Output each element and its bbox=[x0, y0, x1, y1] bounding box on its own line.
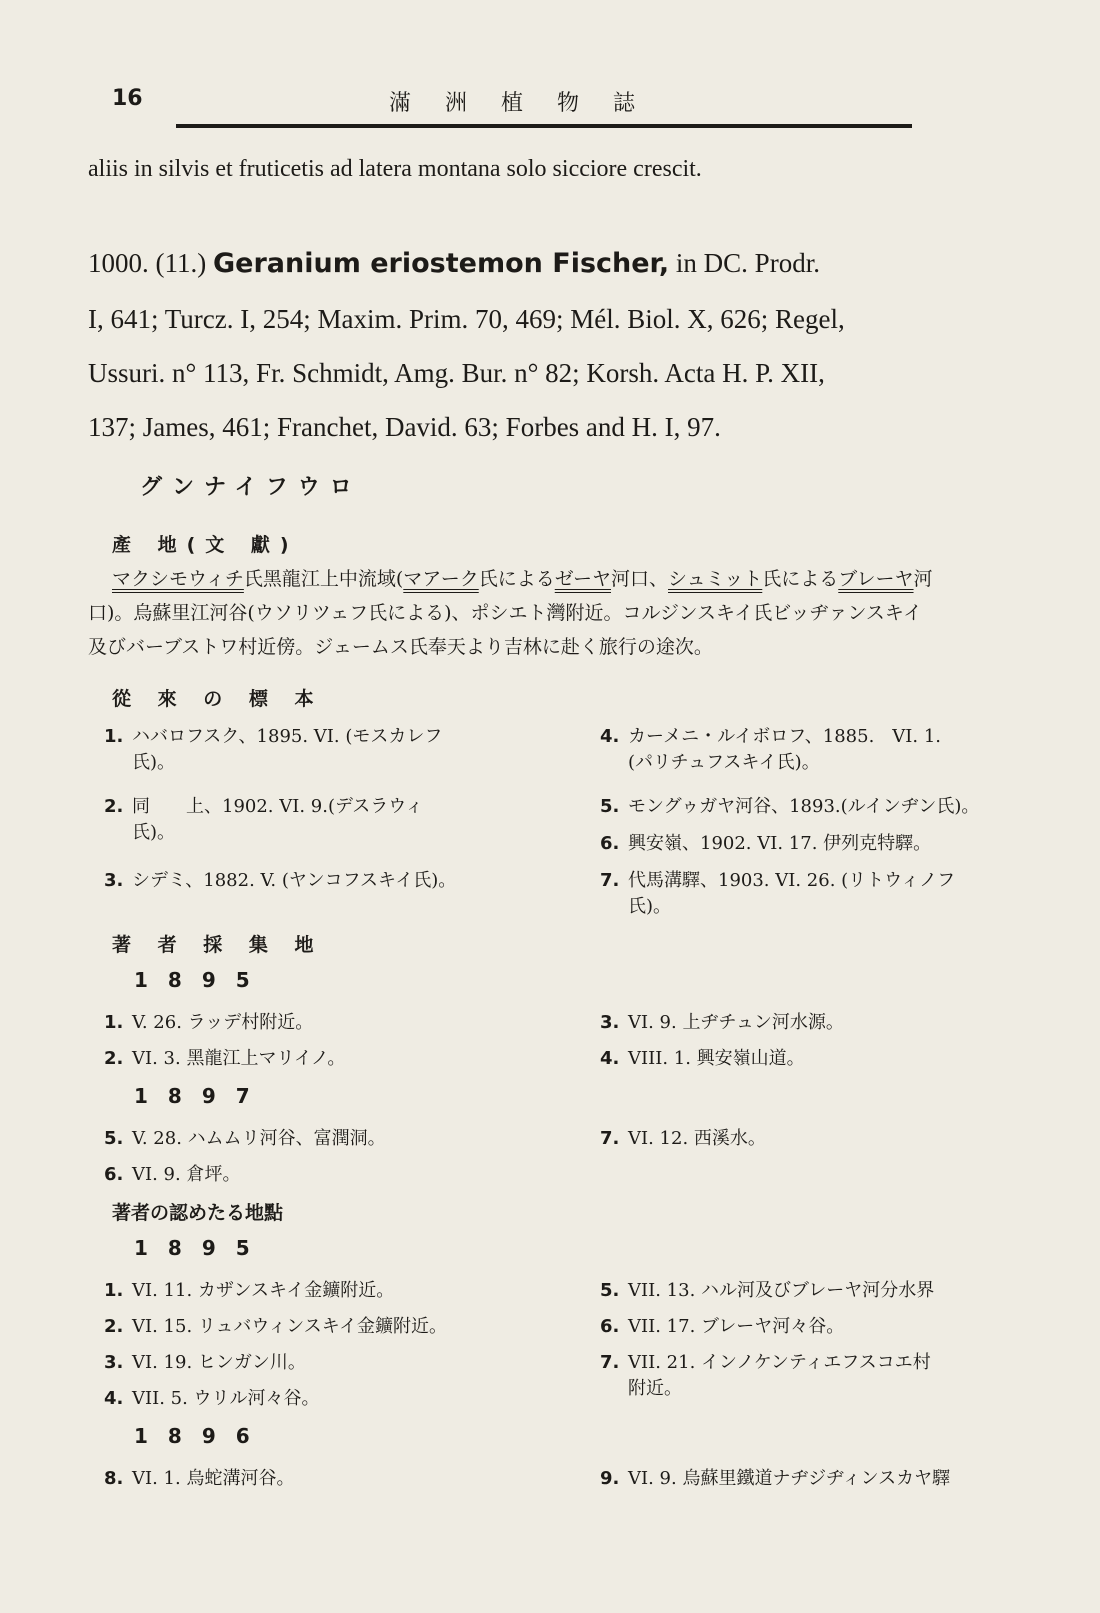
collector-name: シュミット bbox=[668, 568, 763, 590]
dist-text: 氏黑龍江上中流域( bbox=[243, 568, 404, 590]
item-number: 1. bbox=[104, 1012, 124, 1033]
item-text: 代馬溝驛、1903. VI. 26. (リトウィノフ bbox=[628, 870, 956, 891]
item-number: 4. bbox=[600, 1048, 620, 1069]
entry-line-1 bbox=[88, 248, 820, 279]
distribution-line-2: 口)。烏蘇里江河谷(ウソリツェフ氏による)、ポシエト灣附近。コルジンスキイ氏ビッヂァンスキイ bbox=[88, 602, 923, 624]
observed-item bbox=[104, 1276, 574, 1302]
observed-item bbox=[104, 1464, 574, 1490]
item-number: 2. bbox=[104, 1048, 124, 1069]
place-name: ゼーヤ bbox=[554, 568, 611, 590]
item-text: VI. 9. 烏蘇里鐵道ナヂジヂィンスカヤ驛 bbox=[628, 1468, 951, 1489]
collection-item bbox=[600, 1044, 1020, 1070]
year-1895-observed: 1895 bbox=[134, 1236, 270, 1260]
observed-item bbox=[600, 1348, 1020, 1400]
header-rule bbox=[176, 124, 912, 128]
item-number: 6. bbox=[600, 1316, 620, 1337]
citation-2: I, 641; Turcz. I, 254; Maxim. Prim. 70, 469; Mél. Biol. X, 626; Regel, bbox=[88, 304, 845, 334]
entry-number: 1000. (11.) bbox=[88, 248, 207, 278]
species-name: Geranium eriostemon Fischer, bbox=[212, 248, 670, 279]
item-continuation: (パリチュフスキイ氏)。 bbox=[628, 752, 820, 773]
dist-text: 河口、 bbox=[611, 568, 669, 590]
observed-item bbox=[104, 1384, 574, 1410]
dist-text: 氏による bbox=[762, 568, 839, 590]
specimen-item bbox=[104, 866, 574, 892]
place-name: ブレーヤ bbox=[838, 568, 914, 590]
item-number: 7. bbox=[600, 1128, 620, 1149]
item-continuation: 氏)。 bbox=[132, 752, 176, 773]
intro-line: aliis in silvis et fruticetis ad latera montana solo sicciore crescit. bbox=[88, 156, 702, 182]
distribution-text bbox=[88, 562, 1012, 664]
item-text: VI. 3. 黑龍江上マリイノ。 bbox=[132, 1048, 346, 1069]
item-number: 1. bbox=[104, 1280, 124, 1301]
collection-item bbox=[600, 1124, 1020, 1150]
collection-item bbox=[104, 1008, 574, 1034]
item-text: VI. 15. リュバウィンスキイ金鑛附近。 bbox=[132, 1316, 448, 1337]
item-text: V. 28. ハムムリ河谷、富潤洞。 bbox=[132, 1128, 386, 1149]
specimen-item bbox=[104, 792, 574, 844]
author-collection-heading: 著 者 採 集 地 bbox=[112, 934, 324, 956]
item-number: 5. bbox=[600, 1280, 620, 1301]
specimen-item bbox=[600, 792, 1020, 818]
author-observed-heading: 著者の認めたる地點 bbox=[112, 1202, 284, 1224]
item-text: VI. 9. 上ヂチュン河水源。 bbox=[628, 1012, 844, 1033]
item-number: 6. bbox=[104, 1164, 124, 1185]
specimen-item bbox=[600, 829, 1020, 855]
item-text: VII. 5. ウリル河々谷。 bbox=[132, 1388, 320, 1409]
item-number: 7. bbox=[600, 1352, 620, 1373]
item-number: 3. bbox=[104, 1352, 124, 1373]
year-1897: 1897 bbox=[134, 1084, 270, 1108]
page-number: 16 bbox=[112, 86, 143, 111]
item-text: 興安嶺、1902. VI. 17. 伊列克特驛。 bbox=[628, 833, 932, 854]
collector-name: マクシモウィチ bbox=[112, 568, 244, 590]
citation-1: in DC. Prodr. bbox=[675, 248, 820, 278]
item-text: VII. 13. ハル河及びブレーヤ河分水界 bbox=[628, 1280, 935, 1301]
item-text: カーメニ・ルイボロフ、1885. VI. 1. bbox=[628, 726, 942, 747]
observed-item bbox=[600, 1312, 1020, 1338]
item-number: 6. bbox=[600, 833, 620, 854]
item-text: VI. 1. 烏蛇溝河谷。 bbox=[132, 1468, 295, 1489]
item-number: 5. bbox=[600, 796, 620, 817]
page-header bbox=[112, 86, 912, 116]
item-text: V. 26. ラッデ村附近。 bbox=[132, 1012, 314, 1033]
item-text: VIII. 1. 興安嶺山道。 bbox=[628, 1048, 805, 1069]
item-text: VI. 12. 西溪水。 bbox=[628, 1128, 766, 1149]
item-continuation: 附近。 bbox=[628, 1378, 682, 1399]
year-1895: 1895 bbox=[134, 968, 270, 992]
collection-item bbox=[600, 1008, 1020, 1034]
item-number: 1. bbox=[104, 726, 124, 747]
item-text: モングゥガヤ河谷、1893.(ルインヂン氏)。 bbox=[628, 796, 980, 817]
collection-item bbox=[104, 1044, 574, 1070]
item-text: VI. 19. ヒンガン川。 bbox=[132, 1352, 306, 1373]
running-title: 滿洲植物誌 bbox=[388, 91, 669, 116]
item-number: 3. bbox=[600, 1012, 620, 1033]
specimen-item bbox=[600, 722, 1020, 774]
item-number: 2. bbox=[104, 1316, 124, 1337]
dist-text: 氏による bbox=[478, 568, 555, 590]
item-text: VII. 17. ブレーヤ河々谷。 bbox=[628, 1316, 845, 1337]
citation-4: 137; James, 461; Franchet, David. 63; Forbes and H. I, 97. bbox=[88, 412, 721, 442]
collection-item bbox=[104, 1124, 574, 1150]
item-number: 4. bbox=[600, 726, 620, 747]
item-text: VII. 21. インノケンティエフスコエ村 bbox=[628, 1352, 931, 1373]
item-number: 2. bbox=[104, 796, 124, 817]
item-number: 4. bbox=[104, 1388, 124, 1409]
collection-item bbox=[104, 1160, 574, 1186]
item-number: 5. bbox=[104, 1128, 124, 1149]
item-continuation: 氏)。 bbox=[628, 896, 672, 917]
distribution-line-3: 及びバーブストワ村近傍。ジェームス氏奉天より吉林に赴く旅行の途次。 bbox=[88, 636, 713, 658]
observed-item bbox=[600, 1276, 1020, 1302]
dist-text: 河 bbox=[913, 568, 933, 590]
item-number: 7. bbox=[600, 870, 620, 891]
item-text: VI. 11. カザンスキイ金鑛附近。 bbox=[132, 1280, 395, 1301]
distribution-line-1 bbox=[112, 562, 1012, 596]
japanese-name: グンナイフウロ bbox=[140, 475, 362, 500]
item-text: 同 上、1902. VI. 9.(デスラウィ bbox=[132, 796, 424, 817]
item-number: 3. bbox=[104, 870, 124, 891]
observed-item bbox=[104, 1312, 574, 1338]
distribution-heading: 產 地(文 獻) bbox=[112, 534, 299, 556]
item-number: 9. bbox=[600, 1468, 620, 1489]
item-text: シデミ、1882. V. (ヤンコフスキイ氏)。 bbox=[132, 870, 457, 891]
item-number: 8. bbox=[104, 1468, 124, 1489]
item-continuation: 氏)。 bbox=[132, 822, 176, 843]
year-1896: 1896 bbox=[134, 1424, 270, 1448]
specimen-item bbox=[600, 866, 1020, 918]
observed-item bbox=[600, 1464, 1020, 1490]
collector-name: マアーク bbox=[403, 568, 479, 590]
citation-3: Ussuri. n° 113, Fr. Schmidt, Amg. Bur. n° 82; Korsh. Acta H. P. XII, bbox=[88, 358, 825, 388]
item-text: ハバロフスク、1895. VI. (モスカレフ bbox=[132, 726, 443, 747]
observed-item bbox=[104, 1348, 574, 1374]
previous-specimens-heading: 從 來 の 標 本 bbox=[112, 688, 324, 710]
item-text: VI. 9. 倉坪。 bbox=[132, 1164, 241, 1185]
specimen-item bbox=[104, 722, 574, 774]
